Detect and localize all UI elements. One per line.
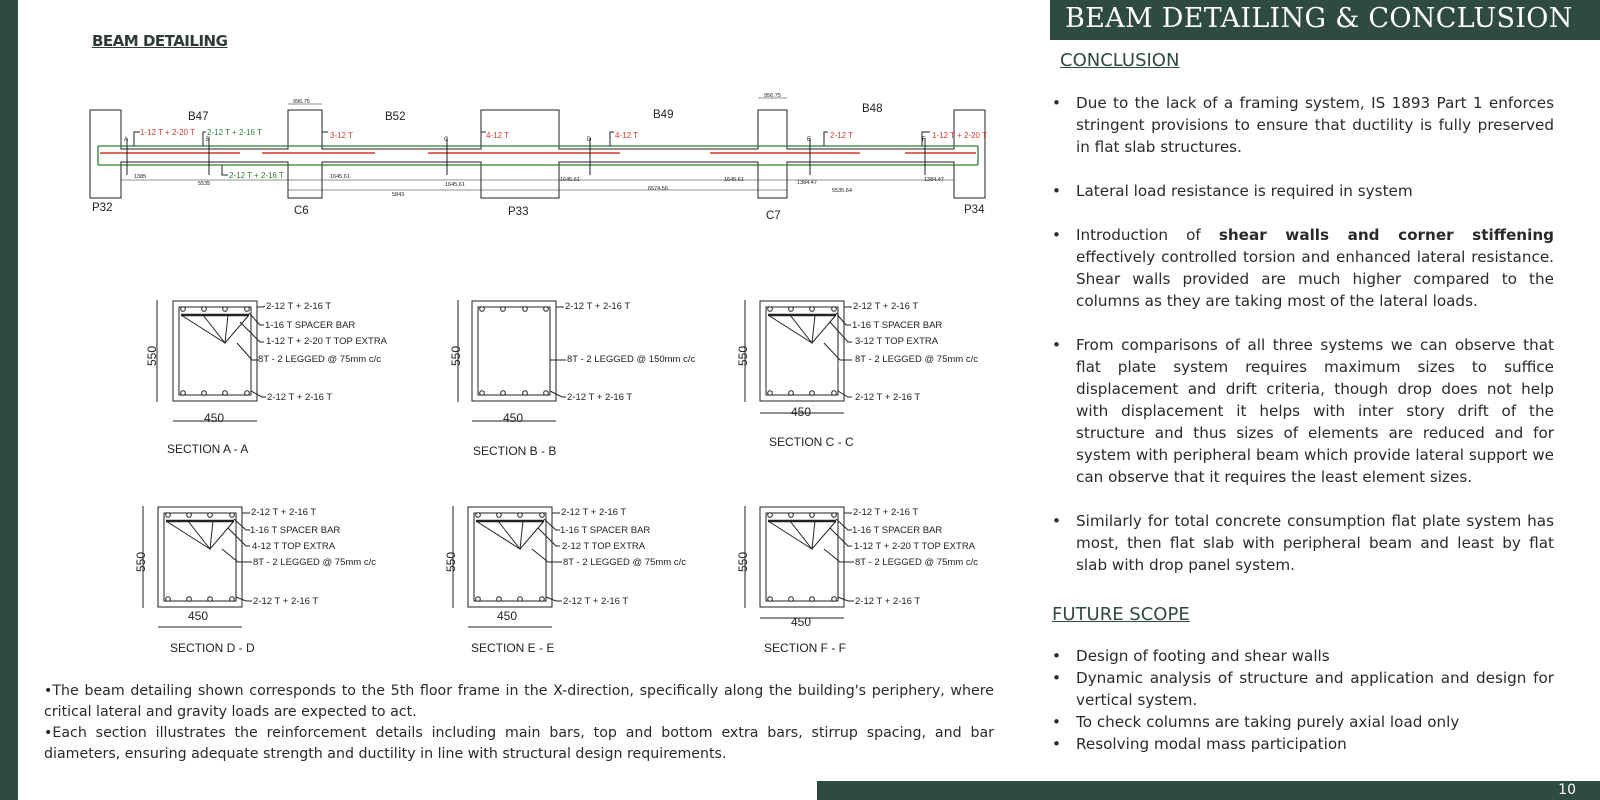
- sec-e-label-5: 2-12 T + 2-16 T: [563, 596, 629, 607]
- conclusion-item-post: effectively controlled torsion and enhanced lateral resistance. Shear walls provided are much higher compared to the columns as they are taking most of the lateral loads.: [1076, 248, 1554, 310]
- beam-detailing-heading: BEAM DETAILING: [92, 32, 228, 50]
- top-label-e: 2-12 T: [830, 131, 853, 140]
- sec-d-height: 550: [134, 551, 148, 572]
- beam-label-b49: B49: [653, 109, 674, 121]
- sec-e-width: 450: [497, 609, 518, 623]
- section-c-c-labels: [736, 301, 978, 449]
- future-scope-list: [1052, 645, 1554, 755]
- section-b-b: [458, 300, 566, 421]
- dim-10: 5535.64: [832, 188, 852, 194]
- sec-e-label-2: 1-16 T SPACER BAR: [560, 525, 651, 536]
- sec-d-label-1: 2-12 T + 2-16 T: [251, 507, 317, 518]
- top-label-f: 1-12 T + 2-20 T: [932, 131, 987, 140]
- sec-b-height: 550: [449, 345, 463, 366]
- point-c: C: [444, 137, 449, 143]
- top-label-c6: 3-12 T: [330, 131, 353, 140]
- point-e: E: [807, 137, 812, 143]
- section-f-f: [745, 506, 854, 618]
- sec-e-height: 550: [444, 551, 458, 572]
- top-label-a: 1-12 T + 2-20 T: [140, 128, 195, 137]
- dim-8: 1645.61: [724, 177, 744, 183]
- section-f-f-labels: [736, 507, 978, 655]
- sec-d-label-2: 1-16 T SPACER BAR: [250, 525, 341, 536]
- section-d-d-bars: [166, 513, 235, 602]
- dim-7: 6574.56: [648, 186, 668, 192]
- sec-f-label-2: 1-16 T SPACER BAR: [852, 525, 943, 536]
- section-b-b-labels: [449, 301, 696, 458]
- section-a-a: [157, 300, 266, 421]
- future-scope-item: • Resolving modal mass participation: [1052, 733, 1554, 755]
- dim-3: 1645.61: [330, 174, 350, 180]
- sec-d-title: SECTION D - D: [170, 641, 255, 655]
- sec-b-label-3: 2-12 T + 2-16 T: [567, 392, 633, 403]
- note-1: •The beam detailing shown corresponds to the 5th floor frame in the X-direction, specifically along the building's periphery, where critical lateral and gravity loads are expected to act.: [44, 683, 994, 720]
- page-title: BEAM DETAILING & CONCLUSION: [1065, 3, 1573, 34]
- sec-b-label-2: 8T - 2 LEGGED @ 150mm c/c: [567, 354, 696, 365]
- point-a: A: [124, 137, 129, 143]
- sec-a-label-5: 2-12 T + 2-16 T: [267, 392, 333, 403]
- sec-b-width: 450: [503, 411, 524, 425]
- beam-elevation: [90, 98, 985, 198]
- section-e-e-bars: [476, 513, 545, 602]
- col-dim-c7: 956.75: [764, 93, 781, 99]
- sec-c-label-4: 8T - 2 LEGGED @ 75mm c/c: [855, 354, 978, 365]
- dim-5: 1645.61: [445, 182, 465, 188]
- sec-a-label-3: 1-12 T + 2-20 T TOP EXTRA: [266, 336, 388, 347]
- conclusion-item: • Due to the lack of a framing system, IS 1893 Part 1 enforces stringent provisions to ensure that ductility is fully preserved in flat slab structures.: [1052, 92, 1554, 158]
- sec-d-label-4: 8T - 2 LEGGED @ 75mm c/c: [253, 557, 376, 568]
- sec-c-label-5: 2-12 T + 2-16 T: [855, 392, 921, 403]
- sec-c-label-1: 2-12 T + 2-16 T: [853, 301, 919, 312]
- dim-6: 1645.61: [560, 177, 580, 183]
- sec-c-label-2: 1-16 T SPACER BAR: [852, 320, 943, 331]
- conclusion-heading: CONCLUSION: [1060, 50, 1180, 71]
- conclusion-item: • Lateral load resistance is required in system: [1052, 180, 1554, 202]
- section-c-c-bars: [768, 307, 837, 396]
- future-scope-item: • Design of footing and shear walls: [1052, 645, 1554, 667]
- conclusion-item: [1052, 224, 1554, 312]
- sec-f-title: SECTION F - F: [764, 641, 846, 655]
- sec-a-height: 550: [145, 345, 159, 366]
- dim-11: 1384.47: [924, 177, 944, 183]
- sec-f-label-4: 8T - 2 LEGGED @ 75mm c/c: [855, 557, 978, 568]
- sec-b-title: SECTION B - B: [473, 444, 557, 458]
- point-f: F: [922, 137, 926, 143]
- beam-elevation-labels: [92, 93, 987, 222]
- top-label-d: 4-12 T: [615, 131, 638, 140]
- sec-a-title: SECTION A - A: [167, 442, 249, 456]
- dim-9: 1384.47: [797, 180, 817, 186]
- col-label-p33: P33: [508, 206, 529, 218]
- sec-a-label-4: 8T - 2 LEGGED @ 75mm c/c: [258, 354, 381, 365]
- sec-e-label-1: 2-12 T + 2-16 T: [561, 507, 627, 518]
- section-a-a-labels: [145, 301, 388, 456]
- sec-e-label-4: 8T - 2 LEGGED @ 75mm c/c: [563, 557, 686, 568]
- sec-f-label-1: 2-12 T + 2-16 T: [853, 507, 919, 518]
- section-d-d-labels: [134, 507, 376, 655]
- sec-d-label-5: 2-12 T + 2-16 T: [253, 596, 319, 607]
- future-scope-heading: FUTURE SCOPE: [1052, 604, 1190, 625]
- sec-a-label-2: 1-16 T SPACER BAR: [265, 320, 356, 331]
- point-b: B: [206, 137, 211, 143]
- sec-c-title: SECTION C - C: [769, 435, 854, 449]
- future-scope-item: • To check columns are taking purely axial load only: [1052, 711, 1554, 733]
- top-label-b: 2-12 T + 2-16 T: [207, 128, 262, 137]
- sec-a-width: 450: [204, 411, 225, 425]
- sec-c-width: 450: [791, 405, 812, 419]
- section-f-f-bars: [768, 513, 837, 602]
- sec-a-label-1: 2-12 T + 2-16 T: [266, 301, 332, 312]
- note-2: •Each section illustrates the reinforcement details including main bars, top and bottom extra bars, stirrup spacing, and bar diameters, ensuring adequate strength and ductility in line with structural design requirements.: [44, 725, 994, 762]
- sec-c-height: 550: [736, 345, 750, 366]
- page-number: 10: [1558, 782, 1576, 798]
- beam-label-b52: B52: [385, 111, 406, 123]
- sec-e-title: SECTION E - E: [471, 641, 555, 655]
- sec-d-label-3: 4-12 T TOP EXTRA: [252, 541, 336, 552]
- section-b-b-bars: [480, 307, 549, 396]
- col-label-p34: P34: [964, 204, 985, 216]
- dim-4: 5843: [392, 192, 405, 198]
- sec-b-label-1: 2-12 T + 2-16 T: [565, 301, 631, 312]
- sec-f-width: 450: [791, 615, 812, 629]
- point-d: D: [587, 137, 592, 143]
- col-label-p32: P32: [92, 202, 113, 214]
- future-scope-item: • Dynamic analysis of structure and application and design for vertical system.: [1052, 667, 1554, 711]
- sec-f-label-3: 1-12 T + 2-20 T TOP EXTRA: [854, 541, 976, 552]
- sec-f-label-5: 2-12 T + 2-16 T: [855, 596, 921, 607]
- sec-c-label-3: 3-12 T TOP EXTRA: [855, 336, 939, 347]
- sec-d-width: 450: [188, 609, 209, 623]
- top-label-c: 4-12 T: [486, 131, 509, 140]
- col-label-c7: C7: [766, 210, 781, 222]
- sec-f-height: 550: [736, 551, 750, 572]
- footer-bar: [817, 781, 1600, 800]
- section-a-a-bars: [181, 307, 250, 396]
- beam-label-b48: B48: [862, 103, 883, 115]
- col-label-c6: C6: [294, 205, 309, 217]
- section-e-e-labels: [444, 507, 686, 655]
- conclusion-item: • Similarly for total concrete consumption flat plate system has most, then flat slab with peripheral beam and least by flat slab with drop panel system.: [1052, 510, 1554, 576]
- beam-detailing-notes: [44, 681, 994, 765]
- conclusion-list: [1052, 92, 1554, 598]
- dim-2: 5535: [198, 181, 211, 187]
- section-c-c: [745, 300, 852, 413]
- conclusion-item-bold: shear walls and corner stiffening: [1218, 226, 1554, 244]
- conclusion-item: • From comparisons of all three systems we can observe that flat plate system requires maximum sizes to suffice displacement and drift criteria, though drop does not help with displacement it helps with inter story drift of the structure and thus sizes of elements are reduced and for system with peripheral beam which provide lateral support we can observe that it requires the least element sizes.: [1052, 334, 1554, 488]
- conclusion-item-pre: Introduction of: [1076, 226, 1219, 244]
- bottom-label-b: 2-12 T + 2-16 T: [229, 171, 284, 180]
- sec-e-label-3: 2-12 T TOP EXTRA: [562, 541, 646, 552]
- col-dim-c6: 996.75: [293, 99, 310, 105]
- beam-label-b47: B47: [188, 111, 209, 123]
- dim-1: 1385: [134, 174, 147, 180]
